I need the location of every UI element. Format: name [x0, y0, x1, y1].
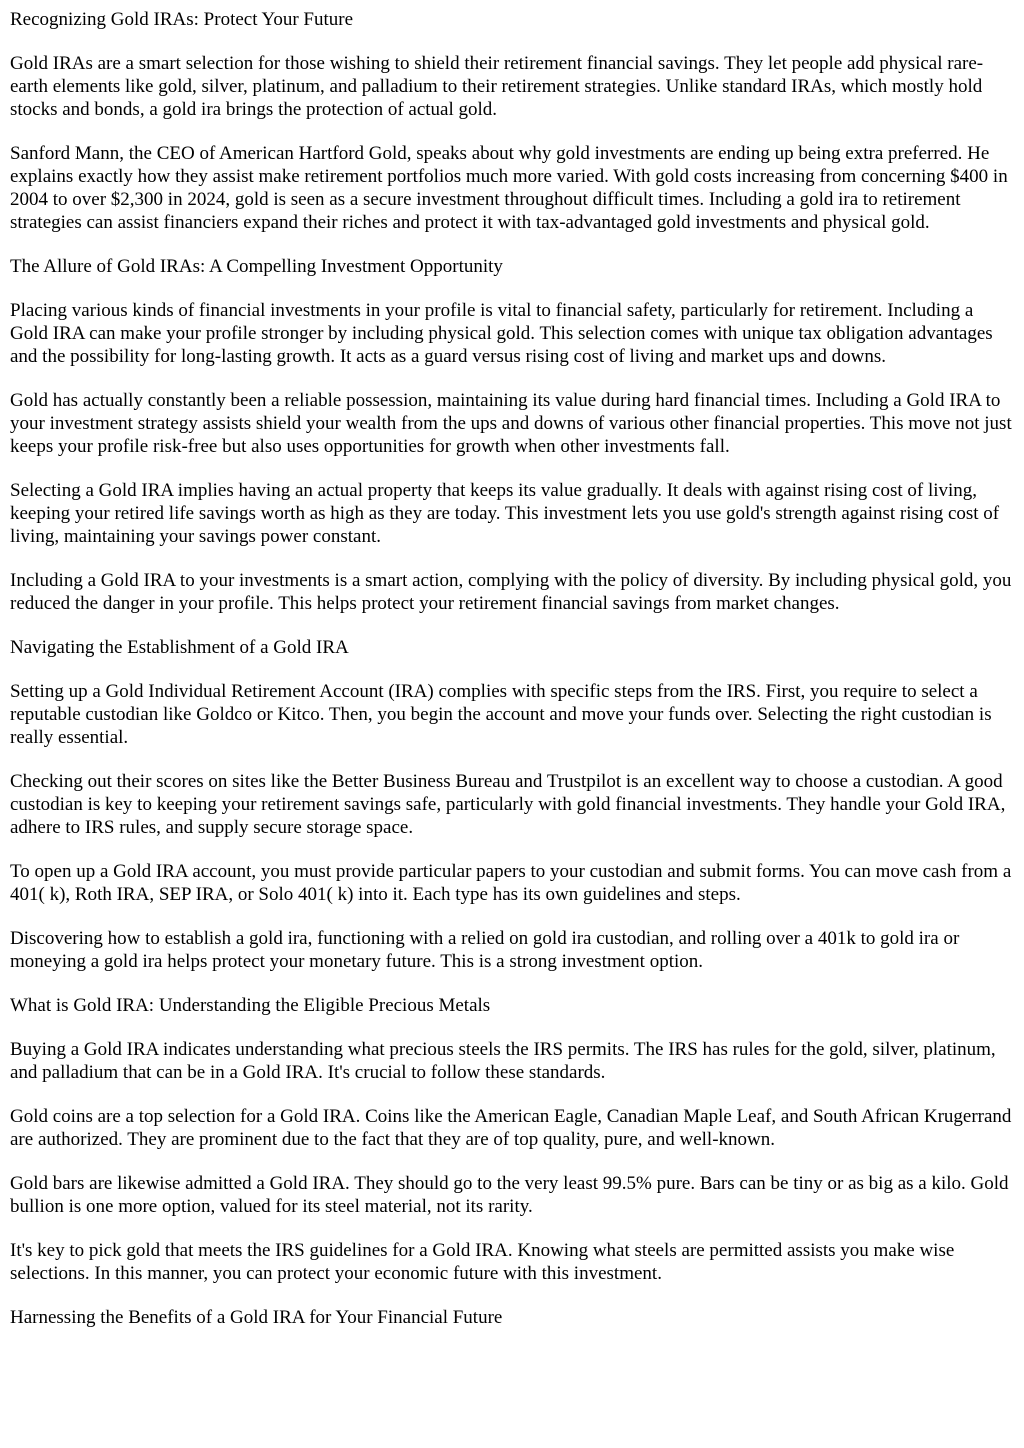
section-heading: Navigating the Establishment of a Gold IRA — [10, 637, 349, 658]
paragraph: Gold IRAs are a smart selection for those wishing to shield their retirement financial savings. They let people add physical rare-earth elements like gold, silver, platinum, and palladium to their retirement strategies. Unlike standard IRAs, which mostly hold stocks and bonds, a gold ira brings the protection of actual gold. — [10, 53, 984, 120]
paragraph: Including a Gold IRA to your investments is a smart action, complying with the policy of diversity. By including physical gold, you reduced the danger in your profile. This helps protect your retirement financial savings from market changes. — [10, 570, 1012, 614]
paragraph: Placing various kinds of financial investments in your profile is vital to financial safety, particularly for retirement. Including a Gold IRA can make your profile stronger by including physical gold. This selection comes with unique tax obligation advantages and the possibility for long-lasting growth. It acts as a guard versus rising cost of living and market ups and downs. — [10, 300, 993, 367]
paragraph: Selecting a Gold IRA implies having an actual property that keeps its value gradually. It deals with against rising cost of living, keeping your retired life savings worth as high as they are today. This investment lets you use gold's strength against rising cost of living, maintaining your savings power constant. — [10, 480, 1000, 547]
paragraph: Setting up a Gold Individual Retirement Account (IRA) complies with specific steps from the IRS. First, you require to select a reputable custodian like Goldco or Kitco. Then, you begin the account and move your funds over. Selecting the right custodian is really essential. — [10, 681, 992, 748]
paragraph: Checking out their scores on sites like the Better Business Bureau and Trustpilot is an excellent way to choose a custodian. A good custodian is key to keeping your retirement savings safe, particularly with gold financial investments. They handle your Gold IRA, adhere to IRS rules, and supply secure storage space. — [10, 771, 1006, 838]
section-heading: Recognizing Gold IRAs: Protect Your Future — [10, 9, 354, 30]
paragraph: It's key to pick gold that meets the IRS guidelines for a Gold IRA. Knowing what steels are permitted assists you make wise selections. In this manner, you can protect your economic future with this investment. — [10, 1240, 955, 1284]
paragraph: Discovering how to establish a gold ira, functioning with a relied on gold ira custodian, and rolling over a 401k to gold ira or moneying a gold ira helps protect your monetary future. This is a strong investment option. — [10, 928, 960, 972]
section-heading: What is Gold IRA: Understanding the Eligible Precious Metals — [10, 995, 491, 1016]
paragraph: Gold bars are likewise admitted a Gold IRA. They should go to the very least 99.5% pure. Bars can be tiny or as big as a kilo. Gold bullion is one more option, valued for its steel material, not its rarity. — [10, 1173, 1009, 1217]
section-heading: The Allure of Gold IRAs: A Compelling Investment Opportunity — [10, 256, 503, 277]
paragraph: Buying a Gold IRA indicates understanding what precious steels the IRS permits. The IRS has rules for the gold, silver, platinum, and palladium that can be in a Gold IRA. It's crucial to follow these standards. — [10, 1039, 996, 1083]
paragraph: Gold coins are a top selection for a Gold IRA. Coins like the American Eagle, Canadian Maple Leaf, and South African Krugerrand are authorized. They are prominent due to the fact that they are of top quality, pure, and well-known. — [10, 1106, 1012, 1150]
paragraph: Gold has actually constantly been a reliable possession, maintaining its value during hard financial times. Including a Gold IRA to your investment strategy assists shield your wealth from the ups and downs of various other financial properties. This move not just keeps your profile risk-free but also uses opportunities for growth when other investments fall. — [10, 390, 1012, 457]
paragraph: Sanford Mann, the CEO of American Hartford Gold, speaks about why gold investments are ending up being extra preferred. He explains exactly how they assist make retirement portfolios much more varied. With gold costs increasing from concerning $400 in 2004 to over $2,300 in 2024, gold is seen as a secure investment throughout difficult times. Including a gold ira to retirement strategies can assist financiers expand their riches and protect it with tax-advantaged gold investments and physical gold. — [10, 143, 1008, 233]
paragraph: To open up a Gold IRA account, you must provide particular papers to your custodian and submit forms. You can move cash from a 401( k), Roth IRA, SEP IRA, or Solo 401( k) into it. Each type has its own guidelines and steps. — [10, 861, 1012, 905]
section-heading: Harnessing the Benefits of a Gold IRA for Your Financial Future — [10, 1307, 503, 1328]
